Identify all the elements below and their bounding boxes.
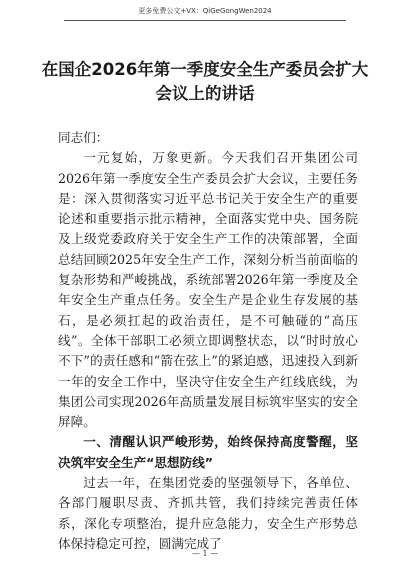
page-number: — 1 —	[191, 549, 219, 558]
body-paragraph: 过去一年，在集团党委的坚强领导下，各单位、各部门履职尽责、齐抓共管，我们持续完善责任体系，深化专项整治，提升应急能力，安全生产形势总体保持稳定可控，圆满完成了	[58, 475, 358, 551]
document-body	[58, 128, 358, 554]
salutation: 同志们：	[58, 130, 109, 145]
document-title: 在国企2026年第一季度安全生产委员会扩大会议上的讲话	[41, 60, 369, 103]
header-note: 更多免费公文+VX：QiGeGongWen2024	[138, 7, 272, 15]
header-divider	[64, 20, 346, 21]
section-heading: 一、清醒认识严峻形势，始终保持高度警醒，坚决筑牢安全生产“思想防线”	[58, 434, 358, 470]
body-paragraph: 一元复始，万象更新。今天我们召开集团公司2026年第一季度安全生产委员会扩大会议，主要任务是：深入贯彻落实习近平总书记关于安全生产的重要论述和重要指示批示精神，全面落实党中央、国务院及上级党委政府关于安全生产工作的决策部署，全面总结回顾2025年安全生产工作，深刻分析当前面临的复杂形势和严峻挑战，系统部署2026年第一季度及全年安全生产重点任务。安全生产是企业生存发展的基石，是必须扛起的政治责任，是不可触碰的“高压线”。全体干部职工必须立即调整状态，以“时时放心不下”的责任感和“箭在弦上”的紧迫感，迅速投入到新一年的安全工作中，坚决守住安全生产红线底线，为集团公司实现2026年高质量发展目标筑牢坚实的安全屏障。	[58, 150, 358, 430]
